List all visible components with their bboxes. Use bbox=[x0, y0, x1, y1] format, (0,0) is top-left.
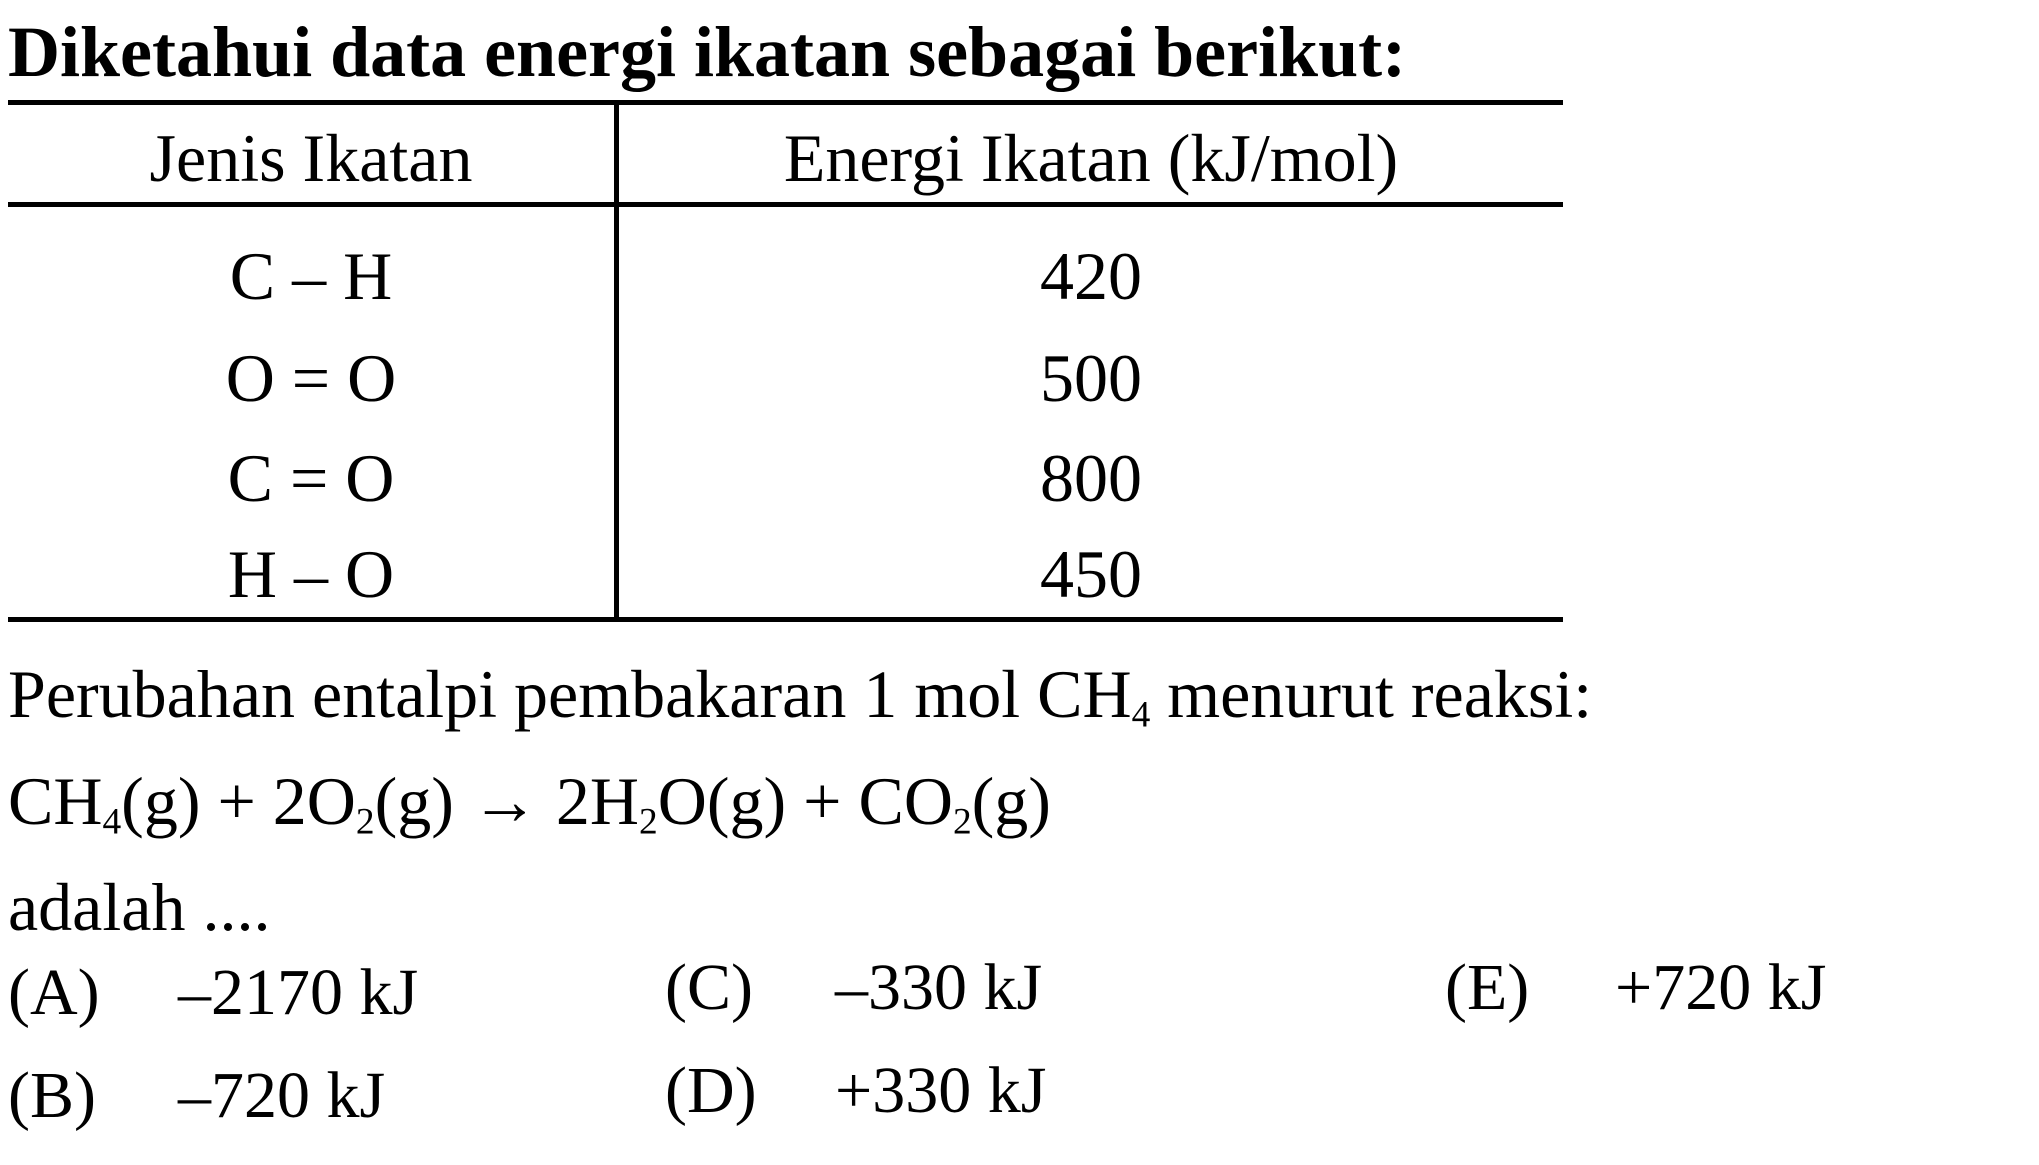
table-row-bond: O = O bbox=[225, 340, 397, 416]
table-header-rule bbox=[8, 202, 1563, 207]
option-b[interactable] bbox=[8, 1059, 386, 1132]
table-bottom-rule bbox=[8, 617, 1563, 622]
option-e[interactable] bbox=[1445, 951, 1827, 1024]
question-text: Perubahan entalpi pembakaran 1 mol $CH_4$ menurut reaksi: bbox=[8, 656, 1593, 736]
option-value: +330 kJ bbox=[835, 1054, 1047, 1127]
table-row-energy: 420 bbox=[1040, 238, 1142, 314]
option-value: –2170 kJ bbox=[178, 956, 419, 1029]
option-label: (D) bbox=[665, 1054, 757, 1127]
reaction-equation: $CH_4(g) + 2O_2(g) \to 2H_2O(g) + CO_2(g)$ bbox=[8, 763, 1051, 843]
option-label: (B) bbox=[8, 1059, 96, 1132]
question-title: Diketahui data energi ikatan sebagai berikut: bbox=[8, 12, 1407, 92]
table-row-bond: C = O bbox=[227, 440, 395, 516]
option-d[interactable] bbox=[665, 1054, 1047, 1127]
option-a[interactable] bbox=[8, 956, 419, 1029]
table-row-energy: 450 bbox=[1040, 536, 1142, 612]
option-label: (E) bbox=[1445, 951, 1530, 1024]
option-value: –330 kJ bbox=[835, 951, 1043, 1024]
table-row-energy: 500 bbox=[1040, 340, 1142, 416]
option-value: +720 kJ bbox=[1615, 951, 1827, 1024]
table-row-bond: C – H bbox=[229, 238, 393, 314]
table-top-rule bbox=[8, 100, 1563, 105]
option-label: (C) bbox=[665, 951, 753, 1024]
header-bond-energy: Energi Ikatan (kJ/mol) bbox=[783, 120, 1399, 196]
table-row-energy: 800 bbox=[1040, 440, 1142, 516]
header-bond-type: Jenis Ikatan bbox=[149, 120, 473, 196]
table-row-bond: H – O bbox=[227, 536, 395, 612]
option-c[interactable] bbox=[665, 951, 1043, 1024]
option-value: –720 kJ bbox=[178, 1059, 386, 1132]
option-label: (A) bbox=[8, 956, 100, 1029]
question-suffix: adalah .... bbox=[8, 869, 271, 945]
